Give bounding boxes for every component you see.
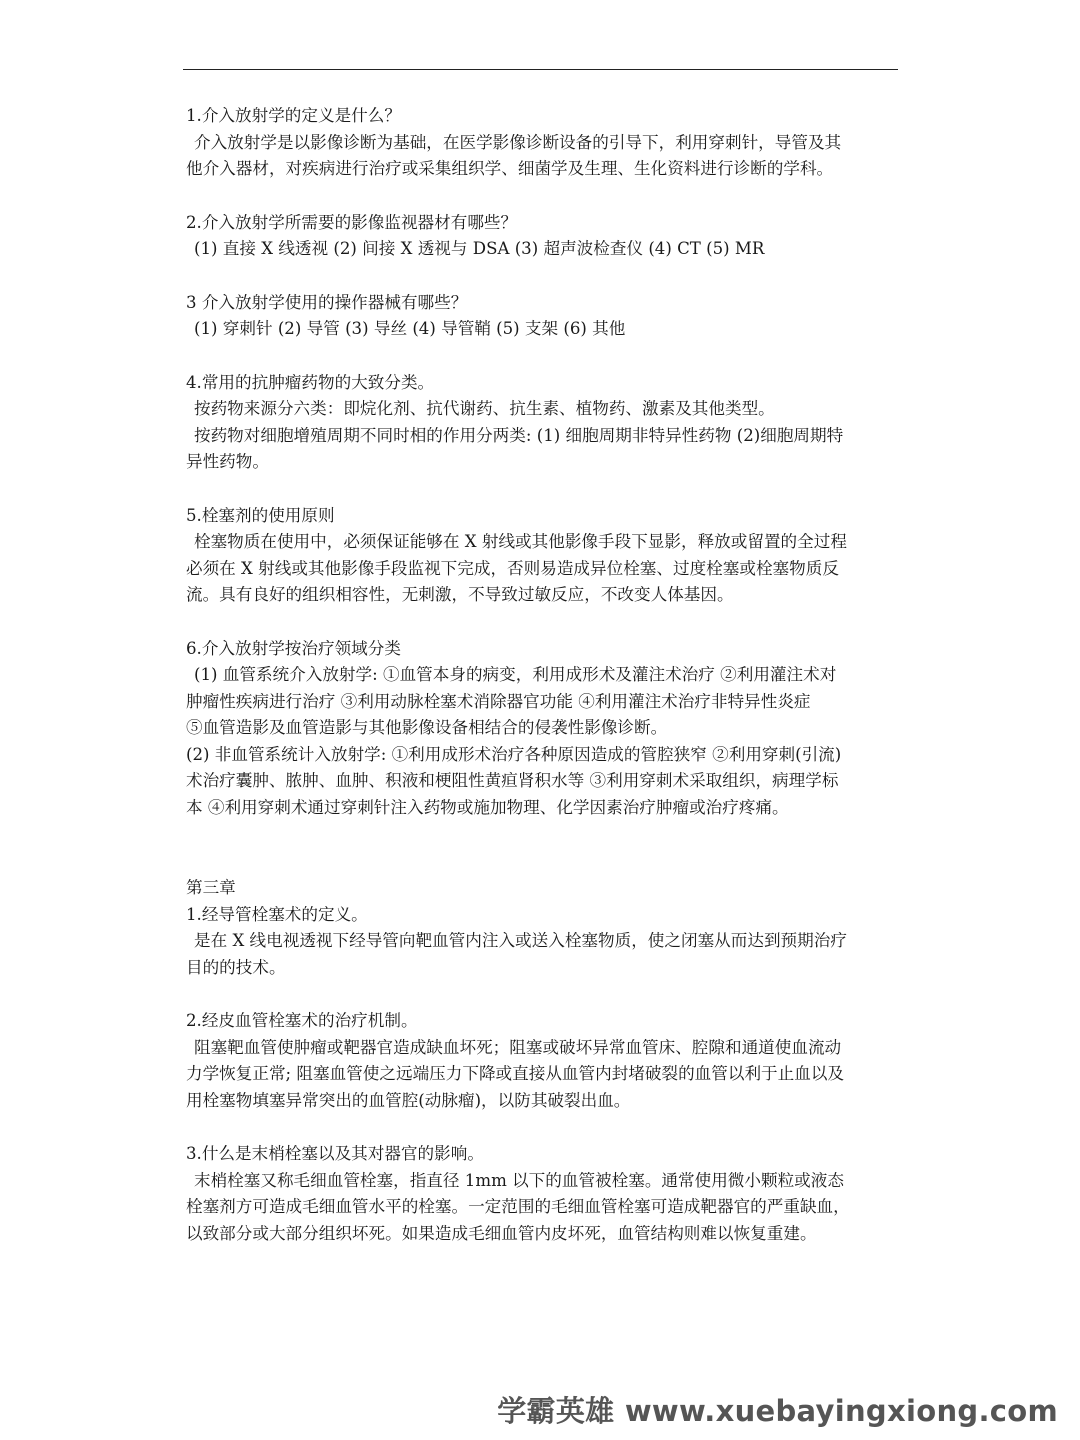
c3-answer-line: 以致部分或大部分组织坏死。如果造成毛细血管内皮坏死，血管结构则难以恢复重建。	[186, 1223, 817, 1243]
document-body	[186, 103, 898, 1247]
c1-answer-line: 目的的技术。	[186, 957, 286, 977]
c2-answer-line: 阻塞靶血管使肿瘤或靶器官造成缺血坏死；阻塞或破坏异常血管床、腔隙和通道使血流动	[194, 1037, 842, 1057]
q4-title: 4.常用的抗肿瘤药物的大致分类。	[186, 372, 435, 392]
q6-answer-line: 肿瘤性疾病进行治疗 ③利用动脉栓塞术消除器官功能 ④利用灌注术治疗非特异性炎症	[186, 691, 811, 711]
q1-title: 1.介入放射学的定义是什么？	[186, 106, 401, 125]
site-watermark: 学霸英雄 www.xuebayingxiong.com	[497, 1394, 1058, 1428]
c3-title: 3.什么是末梢栓塞以及其对器官的影响。	[186, 1144, 484, 1163]
q3-title: 3 介入放射学使用的操作器械有哪些？	[186, 292, 468, 312]
chapter-heading: 第三章	[186, 878, 236, 897]
c1-answer-line: 是在 X 线电视透视下经导管向靶血管内注入或送入栓塞物质，使之闭塞从而达到预期治疗	[194, 931, 847, 950]
q6-title: 6.介入放射学按治疗领域分类	[186, 638, 401, 658]
q6-answer-line: ⑤血管造影及血管造影与其他影像设备相结合的侵袭性影像诊断。	[186, 718, 668, 737]
q3-answer-line: (1) 穿刺针 (2) 导管 (3) 导丝 (4) 导管鞘 (5) 支架 (6) 其他	[194, 319, 626, 338]
q2-answer-line: (1) 直接 X 线透视 (2) 间接 X 透视与 DSA (3) 超声波检查仪 (4) CT (5) MR	[194, 239, 765, 258]
q6-answer-line: 本 ④利用穿刺术通过穿刺针注入药物或施加物理、化学因素治疗肿瘤或治疗疼痛。	[186, 797, 789, 817]
q1-answer-line: 他介入器材，对疾病进行治疗或采集组织学、细菌学及生理、生化资料进行诊断的学科。	[186, 159, 834, 178]
c3-answer-line: 栓塞剂方可造成毛细血管水平的栓塞。一定范围的毛细血管栓塞可造成靶器官的严重缺血，	[186, 1197, 850, 1216]
c1-title: 1.经导管栓塞术的定义。	[186, 904, 368, 924]
q4-answer-line: 按药物来源分六类：即烷化剂、抗代谢药、抗生素、植物药、激素及其他类型。	[194, 399, 775, 418]
q5-answer-line: 栓塞物质在使用中，必须保证能够在 X 射线或其他影像手段下显影，释放或留置的全过程	[194, 532, 847, 551]
q2-title: 2.介入放射学所需要的影像监视器材有哪些？	[186, 212, 518, 232]
q6-answer-line: 术治疗囊肿、脓肿、血肿、积液和梗阻性黄疸肾积水等 ③利用穿刺术采取组织，病理学标	[186, 771, 839, 790]
q5-answer-line: 必须在 X 射线或其他影像手段监视下完成，否则易造成异位栓塞、过度栓塞或栓塞物质反	[186, 558, 839, 578]
q4-answer-line: 按药物对细胞增殖周期不同时相的作用分两类: (1) 细胞周期非特异性药物 (2)细胞周期特	[194, 425, 844, 445]
q1-answer-line: 介入放射学是以影像诊断为基础，在医学影像诊断设备的引导下，利用穿刺针，导管及其	[194, 132, 842, 152]
c2-answer-line: 用栓塞物填塞异常突出的血管腔(动脉瘤)，以防其破裂出血。	[186, 1090, 631, 1110]
q6-answer-line: (2) 非血管系统计入放射学: ①利用成形术治疗各种原因造成的管腔狭窄 ②利用穿刺(引流)	[186, 744, 842, 764]
c2-title: 2.经皮血管栓塞术的治疗机制。	[186, 1011, 418, 1030]
q6-answer-line: (1) 血管系统介入放射学: ①血管本身的病变，利用成形术及灌注术治疗 ②利用灌注术对	[194, 665, 837, 684]
c2-answer-line: 力学恢复正常; 阻塞血管使之远端压力下降或直接从血管内封堵破裂的血管以利于止血以及	[186, 1064, 845, 1083]
q4-answer-line: 异性药物。	[186, 452, 269, 471]
q5-title: 5.栓塞剂的使用原则	[186, 505, 335, 525]
q5-answer-line: 流。具有良好的组织相容性，无刺激，不导致过敏反应，不改变人体基因。	[186, 585, 734, 604]
header-rule	[183, 69, 898, 70]
c3-answer-line: 末梢栓塞又称毛细血管栓塞，指直径 1mm 以下的血管被栓塞。通常使用微小颗粒或液态	[194, 1170, 844, 1190]
